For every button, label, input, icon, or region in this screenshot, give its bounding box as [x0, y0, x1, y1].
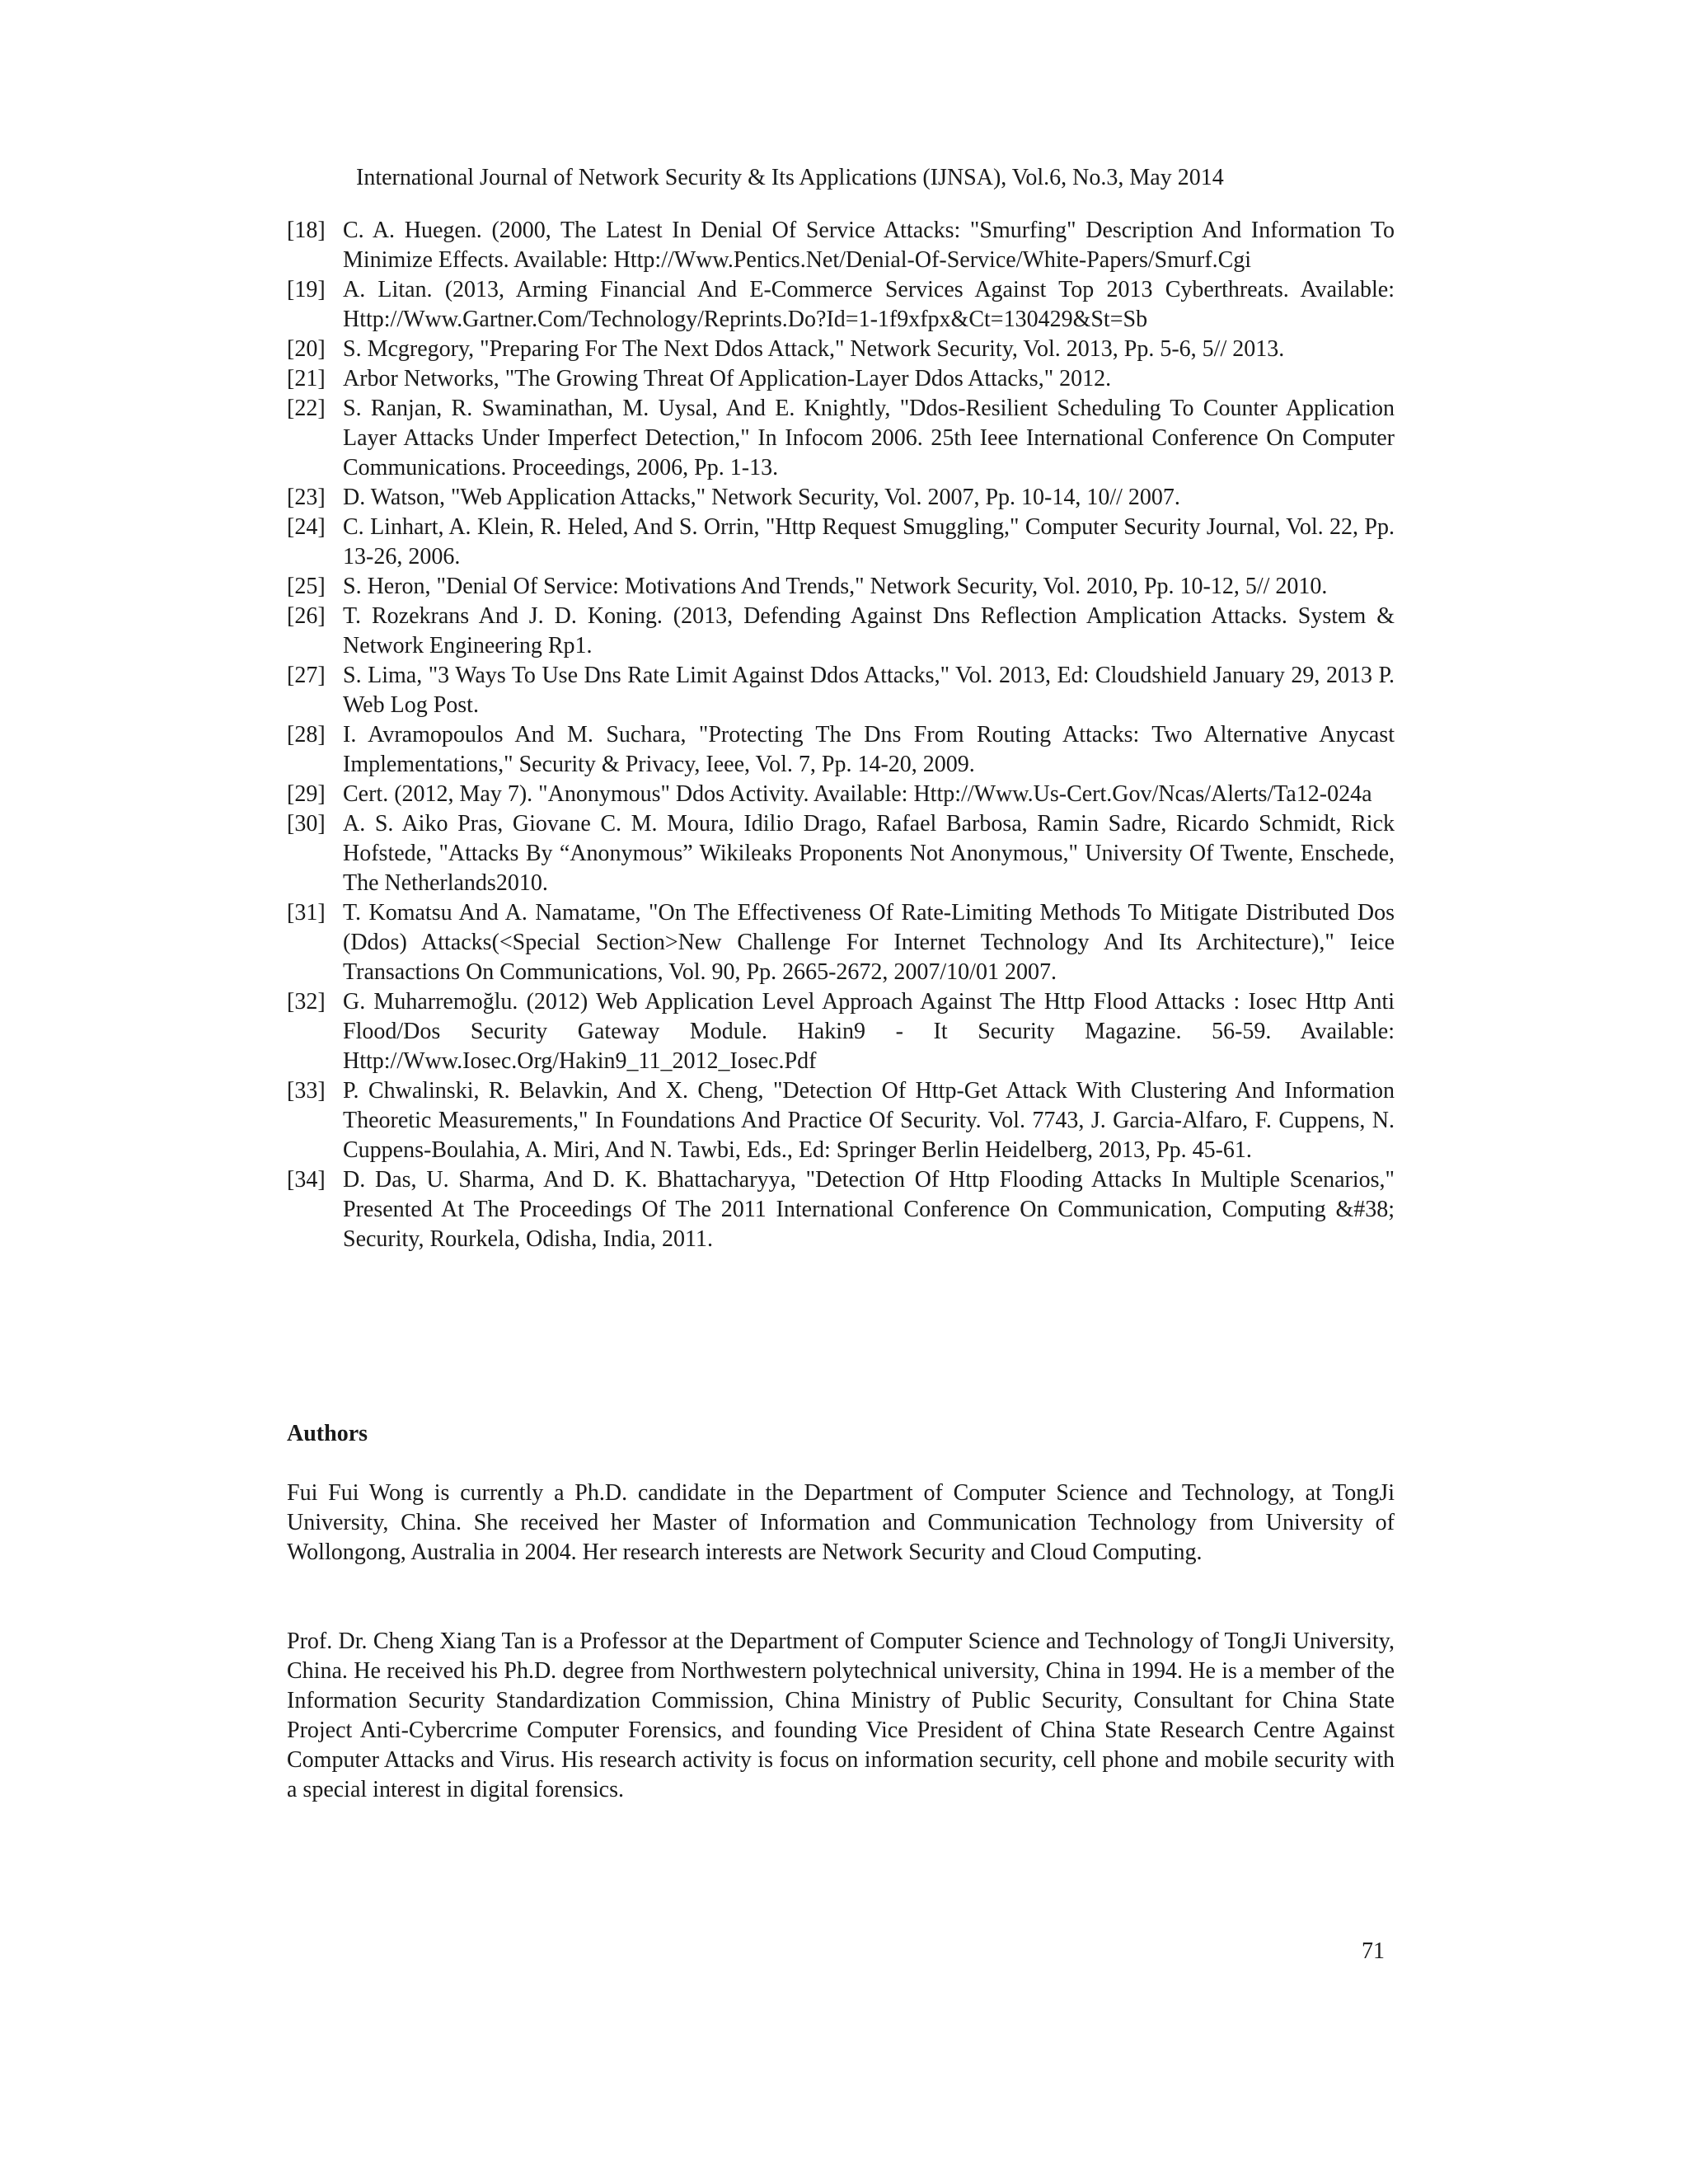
reference-item	[287, 335, 1395, 364]
reference-number: [19]	[287, 277, 326, 302]
page-number: 71	[1362, 1938, 1385, 1964]
reference-text: S. Mcgregory, "Preparing For The Next Ddos Attack," Network Security, Vol. 2013, Pp. 5-6, 5// 2013.	[343, 336, 1285, 362]
reference-text: I. Avramopoulos And M. Suchara, "Protecting The Dns From Routing Attacks: Two Alternative Anycast Implementations," Security & Privacy, Ieee, Vol. 7, Pp. 14-20, 2009.	[343, 722, 1395, 777]
reference-text: A. S. Aiko Pras, Giovane C. M. Moura, Idilio Drago, Rafael Barbosa, Ramin Sadre, Ricardo Schmidt, Rick Hofstede, "Attacks By “Anonymous” Wikileaks Proponents Not Anonymous," University Of Twente, Enschede, The Netherlands2010.	[343, 811, 1395, 896]
reference-item	[287, 394, 1395, 483]
reference-number: [23]	[287, 485, 326, 510]
reference-number: [30]	[287, 811, 326, 837]
reference-item	[287, 780, 1395, 809]
reference-number: [32]	[287, 989, 326, 1015]
reference-text: S. Heron, "Denial Of Service: Motivations And Trends," Network Security, Vol. 2010, Pp. 10-12, 5// 2010.	[343, 574, 1328, 599]
reference-number: [26]	[287, 603, 326, 629]
reference-number: [20]	[287, 336, 326, 362]
reference-text: A. Litan. (2013, Arming Financial And E-Commerce Services Against Top 2013 Cyberthreats. Available: Http://Www.Gartner.Com/Technology/Reprints.Do?Id=1-1f9xfpx&Ct=130429&St=Sb	[343, 277, 1395, 332]
reference-text: C. Linhart, A. Klein, R. Heled, And S. Orrin, "Http Request Smuggling," Computer Security Journal, Vol. 22, Pp. 13-26, 2006.	[343, 514, 1395, 569]
reference-item	[287, 1165, 1395, 1254]
reference-number: [31]	[287, 900, 326, 926]
reference-number: [25]	[287, 574, 326, 599]
reference-item	[287, 216, 1395, 275]
reference-item	[287, 572, 1395, 602]
author-bio-tan: Prof. Dr. Cheng Xiang Tan is a Professor at the Department of Computer Science and Technology of TongJi University, China. He received his Ph.D. degree from Northwestern polytechnical university, China in 1994. He is a member of the Information Security Standardization Commission, China Ministry of Public Security, Consultant for China State Project Anti-Cybercrime Computer Forensics, and founding Vice President of China State Research Centre Against Computer Attacks and Virus. His research activity is focus on information security, cell phone and mobile security with a special interest in digital forensics.	[287, 1629, 1395, 1802]
reference-item	[287, 720, 1395, 780]
reference-item	[287, 661, 1395, 720]
reference-text: S. Lima, "3 Ways To Use Dns Rate Limit Against Ddos Attacks," Vol. 2013, Ed: Cloudshield January 29, 2013 P. Web Log Post.	[343, 663, 1395, 718]
reference-text: G. Muharremoğlu. (2012) Web Application Level Approach Against The Http Flood Attacks : Iosec Http Anti Flood/Dos Security Gateway Module. Hakin9 - It Security Magazine. 56-59. Available: Http://Www.Iosec.Org/Hakin9_11_2012_Iosec.Pdf	[343, 989, 1395, 1074]
reference-text: T. Rozekrans And J. D. Koning. (2013, Defending Against Dns Reflection Amplication Attacks. System & Network Engineering Rp1.	[343, 603, 1395, 658]
reference-number: [27]	[287, 663, 326, 688]
reference-item	[287, 898, 1395, 987]
reference-item	[287, 809, 1395, 898]
reference-text: S. Ranjan, R. Swaminathan, M. Uysal, And E. Knightly, "Ddos-Resilient Scheduling To Counter Application Layer Attacks Under Imperfect Detection," In Infocom 2006. 25th Ieee International Conference On Computer Communications. Proceedings, 2006, Pp. 1-13.	[343, 396, 1395, 480]
reference-item	[287, 275, 1395, 335]
reference-text: D. Watson, "Web Application Attacks," Network Security, Vol. 2007, Pp. 10-14, 10// 2007.	[343, 485, 1180, 510]
reference-text: Cert. (2012, May 7). "Anonymous" Ddos Activity. Available: Http://Www.Us-Cert.Gov/Ncas/Alerts/Ta12-024a	[343, 781, 1372, 807]
reference-text: P. Chwalinski, R. Belavkin, And X. Cheng, "Detection Of Http-Get Attack With Clustering And Information Theoretic Measurements," In Foundations And Practice Of Security. Vol. 7743, J. Garcia-Alfaro, F. Cuppens, N. Cuppens-Boulahia, A. Miri, And N. Tawbi, Eds., Ed: Springer Berlin Heidelberg, 2013, Pp. 45-61.	[343, 1078, 1395, 1163]
reference-text: Arbor Networks, "The Growing Threat Of Application-Layer Ddos Attacks," 2012.	[343, 366, 1112, 391]
running-header: International Journal of Network Security & Its Applications (IJNSA), Vol.6, No.3, May 2014	[356, 165, 1224, 190]
reference-text: T. Komatsu And A. Namatame, "On The Effectiveness Of Rate-Limiting Methods To Mitigate Distributed Dos (Ddos) Attacks(<Special Section>New Challenge For Internet Technology And Its Architecture)," Ieice Transactions On Communications, Vol. 90, Pp. 2665-2672, 2007/10/01 2007.	[343, 900, 1395, 985]
reference-number: [21]	[287, 366, 326, 391]
reference-item	[287, 987, 1395, 1076]
reference-item	[287, 364, 1395, 394]
reference-item	[287, 1076, 1395, 1165]
reference-item	[287, 513, 1395, 572]
reference-list	[287, 216, 1395, 1254]
reference-number: [28]	[287, 722, 326, 748]
reference-number: [24]	[287, 514, 326, 540]
reference-text: C. A. Huegen. (2000, The Latest In Denial Of Service Attacks: "Smurfing" Description And Information To Minimize Effects. Available: Http://Www.Pentics.Net/Denial-Of-Service/White-Papers/Smurf.Cgi	[343, 218, 1395, 273]
reference-number: [29]	[287, 781, 326, 807]
reference-item	[287, 602, 1395, 661]
reference-number: [33]	[287, 1078, 326, 1104]
reference-number: [18]	[287, 218, 326, 243]
reference-text: D. Das, U. Sharma, And D. K. Bhattacharyya, "Detection Of Http Flooding Attacks In Multiple Scenarios," Presented At The Proceedings Of The 2011 International Conference On Communication, Computing &#38; Security, Rourkela, Odisha, India, 2011.	[343, 1167, 1395, 1252]
reference-number: [34]	[287, 1167, 326, 1193]
reference-item	[287, 483, 1395, 513]
authors-heading: Authors	[287, 1421, 368, 1446]
reference-number: [22]	[287, 396, 326, 421]
author-bio-wong: Fui Fui Wong is currently a Ph.D. candidate in the Department of Computer Science and Technology, at TongJi University, China. She received her Master of Information and Communication Technology from University of Wollongong, Australia in 2004. Her research interests are Network Security and Cloud Computing.	[287, 1480, 1395, 1565]
